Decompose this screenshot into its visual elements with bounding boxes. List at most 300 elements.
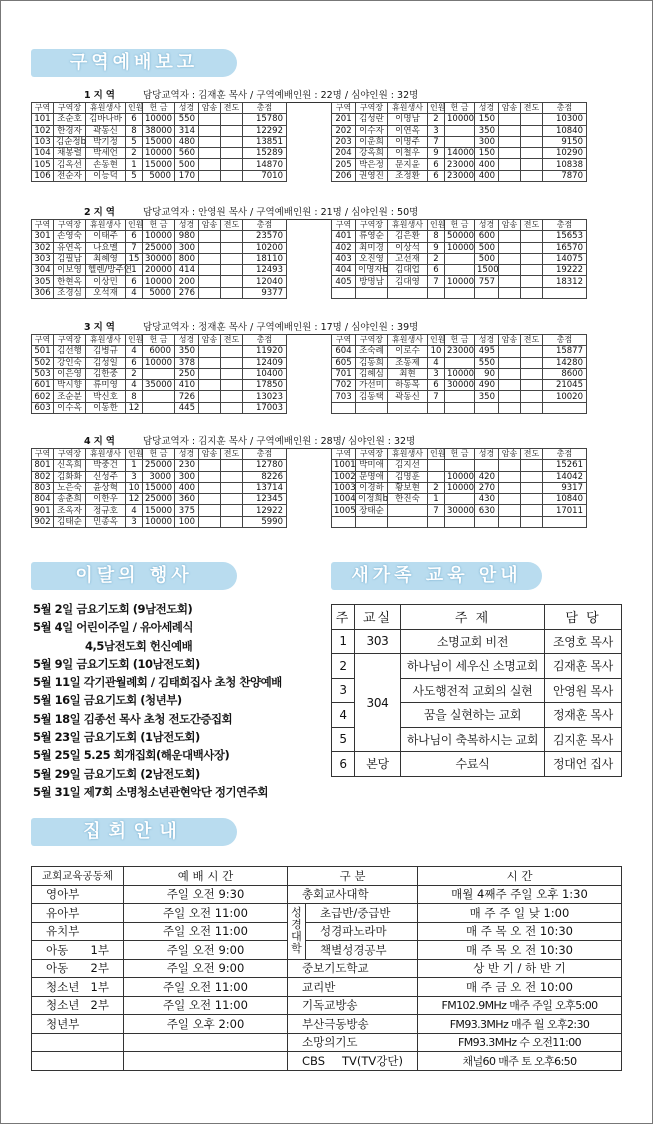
cell [445,357,475,368]
cell: 유치부 [32,922,124,941]
cell: 270 [475,482,499,493]
cell: 503 [32,368,54,379]
cell [499,265,521,276]
cell: 314 [175,125,199,136]
cell: 신옥희 [54,460,86,471]
cell: 전도 [521,449,543,460]
cell: 6 [428,265,445,276]
cell [521,357,543,368]
cell: 주일 오전 11:00 [124,922,288,941]
cell [499,242,521,253]
cell: 방명남 [356,276,388,287]
cell: 전도 [221,220,243,231]
cell [221,346,243,357]
cell: 301 [32,231,54,242]
table-row [32,516,287,527]
cell [199,380,221,391]
cell: 702 [332,380,356,391]
cell [124,1052,288,1071]
cell: 7010 [243,170,287,181]
cell: 7870 [543,170,587,181]
cell: 정대언 집사 [545,752,622,777]
cell: 이정희b [356,494,388,505]
cell: 980 [175,231,199,242]
cell: 수료식 [401,752,545,777]
cell [199,346,221,357]
cell: 201 [332,114,356,125]
cell: 401 [332,231,356,242]
cell: 6 [126,231,143,242]
table-row [332,159,587,170]
cell: 조경심 [54,287,86,298]
cell: FM102.9MHz 매주 주일 오후5:00 [418,996,622,1015]
section-header-meetings: 집회안내 [31,818,237,846]
cell: 김바나바 [86,114,126,125]
cell: 구역장 [356,103,388,114]
cell: 이한우 [86,494,126,505]
cell: 암송 [199,335,221,346]
header-row [332,335,587,346]
cell: 구 분 [288,867,418,886]
cell: 전도 [521,335,543,346]
cell [499,482,521,493]
cell [221,471,243,482]
table-row [32,505,287,516]
table-row [332,629,622,654]
cell: 김혜심 [356,368,388,379]
table-row [332,471,587,482]
cell [499,114,521,125]
cell [475,287,499,298]
cell: 구역장 [356,335,388,346]
cell: 김순정b [54,136,86,147]
table-row [332,265,587,276]
cell [199,276,221,287]
cell: 12922 [243,505,287,516]
cell [199,231,221,242]
cell: 404 [332,265,356,276]
cell: 305 [32,276,54,287]
cell [521,242,543,253]
cell: 3 [332,678,355,703]
cell: 12040 [243,276,287,287]
cell: 구역장 [356,449,388,460]
cell [388,287,428,298]
region-block [31,436,622,546]
header-row [32,867,622,886]
cell [428,287,445,298]
cell: 901 [32,505,54,516]
cell: 헌 금 [445,449,475,460]
cell: 602 [32,391,54,402]
cell: 전도 [221,449,243,460]
cell [445,265,475,276]
table-row [332,357,587,368]
cell: 25000 [143,460,175,471]
cell: 이연옥 [388,125,428,136]
cell: 부산극동방송 [288,1015,418,1034]
cell: 최미경 [356,242,388,253]
cell [388,505,428,516]
cell [445,253,475,264]
cell: 주일 오전 9:00 [124,959,288,978]
cell: 5000 [143,170,175,181]
cell: 5 [126,136,143,147]
cell: 18110 [243,253,287,264]
cell: 7 [126,242,143,253]
cell: 500 [475,242,499,253]
cell: 15000 [143,505,175,516]
table-row [32,904,622,923]
cell: 김지훈 목사 [545,727,622,752]
cell: 150 [475,148,499,159]
cell: 송춘희 [54,494,86,505]
cell [221,242,243,253]
cell: 101 [32,114,54,125]
cell [499,471,521,482]
cell [221,516,243,527]
cell: 책별성경공부 [306,941,418,960]
table-row [32,114,287,125]
cell: 구역 [332,220,356,231]
cell: 13851 [243,136,287,147]
cell: 김옥선 [54,159,86,170]
cell: 15877 [543,346,587,357]
cell: 암송 [199,220,221,231]
cell: 휴원생사 [388,335,428,346]
cell: 15653 [543,231,587,242]
cell: 3 [428,368,445,379]
region-name: 4지역 [84,436,118,447]
region-title-row [31,322,622,334]
cell: 800 [175,253,199,264]
cell: 9150 [543,136,587,147]
cell [143,368,175,379]
cell [221,148,243,159]
table-row [32,391,287,402]
cell [445,391,475,402]
cell: 276 [175,287,199,298]
region-table-right [331,219,587,299]
cell: 교실 [355,605,401,630]
cell: 205 [332,159,356,170]
cell: 3 [428,125,445,136]
cell: 7 [428,136,445,147]
cell [499,148,521,159]
region-name: 3지역 [84,322,118,333]
cell [445,287,475,298]
cell: 13714 [243,482,287,493]
cell: 375 [175,505,199,516]
cell [221,253,243,264]
cell [445,460,475,471]
table-row [32,265,287,276]
table-row [332,752,622,777]
header-row [332,103,587,114]
cell: 암송 [199,449,221,460]
cell: 총점 [543,449,587,460]
cell [124,1033,288,1052]
cell [499,253,521,264]
cell: 550 [175,114,199,125]
cell: 전도 [521,220,543,231]
region-block [31,207,622,317]
section-header-education: 새가족 교육 안내 [331,562,542,590]
cell [32,1052,124,1071]
cell: 구역 [32,449,54,460]
region-info: 담당교역자 : 김재훈 목사 / 구역예배인원 : 22명 / 심야인원 : 32명 [143,90,419,101]
header-row [332,449,587,460]
cell [499,346,521,357]
cell [499,460,521,471]
cell: 박신호 [86,391,126,402]
cell [521,276,543,287]
cell [521,471,543,482]
cell [499,391,521,402]
cell: 23000 [445,170,475,181]
cell: 500 [475,253,499,264]
cell [356,402,388,413]
cell: 303 [355,629,401,654]
cell: 매 주 목 오 전 10:30 [418,941,622,960]
cell [521,170,543,181]
cell: 703 [332,391,356,402]
event-item: 5월 9일 금요기도회 (10남전도회) [33,656,200,671]
cell [543,287,587,298]
cell: 10000 [143,231,175,242]
cell: 5 [126,170,143,181]
cell: 김대업 [388,265,428,276]
header-row [32,335,287,346]
cell: 1 [126,265,143,276]
cell: 한경자 [54,125,86,136]
region-table-left [31,219,287,299]
cell: 100 [175,516,199,527]
cell: 총점 [243,220,287,231]
cell: FM93.3MHz 수 오전11:00 [418,1033,622,1052]
cell: 정재훈 목사 [545,703,622,728]
cell: 230 [175,460,199,471]
cell: 10000 [445,368,475,379]
table-row [32,125,287,136]
cell: 3 [126,516,143,527]
table-row [32,1052,622,1071]
cell: 한진숙 [388,494,428,505]
cell: 4 [126,346,143,357]
table-row [32,482,287,493]
cell [199,505,221,516]
cell [521,136,543,147]
table-row [32,170,287,181]
cell [445,136,475,147]
cell: 매월 4째주 주일 오후 1:30 [418,885,622,904]
cell: 12493 [243,265,287,276]
cell: 나요멜 [86,242,126,253]
cell [388,516,428,527]
cell: 구역 [332,449,356,460]
event-item: 5월 23일 금요기도회 (1남전도회) [33,730,200,745]
cell: 상 반 기 / 하 반 기 [418,959,622,978]
cell: 5 [332,727,355,752]
region-info: 담당교역자 : 정재훈 목사 / 구역예배인원 : 17명 / 심야인원 : 39명 [143,322,419,333]
cell: 19222 [543,265,587,276]
cell: 15 [126,253,143,264]
cell: 350 [175,346,199,357]
cell [199,391,221,402]
cell: 490 [475,380,499,391]
cell: 조옥자 [54,505,86,516]
cell [199,136,221,147]
cell: 가선미 [356,380,388,391]
cell: 노은숙 [54,482,86,493]
cell: 강옥희 [356,148,388,159]
header-row [332,220,587,231]
cell: 박미애 [356,460,388,471]
cell: 이명남 [388,114,428,125]
cell: 소명교회 비전 [401,629,545,654]
cell: 이수자 [356,125,388,136]
cell [199,148,221,159]
cell: 하나님이 세우신 소명교회 [401,654,545,679]
table-row [332,516,587,527]
cell: 성경 [475,335,499,346]
cell: 총점 [543,103,587,114]
cell: 류영순 [356,231,388,242]
cell: 5990 [243,516,287,527]
cell: 암송 [499,220,521,231]
cell: 2 [428,114,445,125]
cell [499,516,521,527]
cell: 구역장 [54,103,86,114]
cell [499,159,521,170]
event-item: 4,5남전도회 헌신예배 [85,638,193,653]
cell [428,516,445,527]
header-row [332,605,622,630]
cell [199,460,221,471]
cell: 김태순 [54,516,86,527]
cell [521,287,543,298]
table-row [332,136,587,147]
cell: 10020 [543,391,587,402]
cell [521,148,543,159]
cell: 소망의기도 [288,1033,418,1052]
table-row [32,253,287,264]
cell: 주일 오전 11:00 [124,996,288,1015]
cell [221,402,243,413]
cell [521,231,543,242]
cell: 이동한 [86,402,126,413]
cell: 6 [126,276,143,287]
cell: 6000 [143,346,175,357]
cell [521,516,543,527]
cell: 구역장 [356,220,388,231]
cell [475,460,499,471]
cell: 최현 [388,368,428,379]
table-row [32,159,287,170]
cell: 주일 오전 11:00 [124,978,288,997]
cell: 김병규 [86,346,126,357]
cell: 교회교육공동체 [32,867,124,886]
cell: 사도행전적 교회의 실현 [401,678,545,703]
table-row [332,494,587,505]
cell: 암송 [499,449,521,460]
cell: 103 [32,136,54,147]
region-table-left [31,102,287,182]
table-row [332,482,587,493]
cell: 황보현 [388,482,428,493]
cell: 이로수 [388,346,428,357]
table-row [332,114,587,125]
cell: 1002 [332,471,356,482]
cell [221,391,243,402]
cell: 성경 [475,103,499,114]
region-info: 담당교역자 : 안영원 목사 / 구역예배인원 : 21명 / 심야인원 : 50명 [143,207,419,218]
cell: 4 [126,380,143,391]
cell: 구역 [32,335,54,346]
cell: 민종옥 [86,516,126,527]
cell: 시 간 [418,867,622,886]
table-row [32,380,287,391]
cell: CBS TV(TV강단) [288,1052,418,1071]
cell: 23570 [243,231,287,242]
cell: 김명훈 [388,471,428,482]
cell [499,136,521,147]
cell: 804 [32,494,54,505]
cell: 권영진 [356,170,388,181]
cell: 신성주 [86,471,126,482]
cell: 전도 [521,103,543,114]
cell: 600 [475,231,499,242]
cell: 휴원생사 [86,335,126,346]
cell: 102 [32,125,54,136]
cell: 603 [32,402,54,413]
cell: 정규호 [86,505,126,516]
cell: 최혜영 [86,253,126,264]
cell: 23000 [445,159,475,170]
table-row [32,922,622,941]
cell: 조숙례 [356,346,388,357]
cell: 9317 [543,482,587,493]
cell: 성경파노라마 [306,922,418,941]
cell: 인원 [126,449,143,460]
cell: 10 [126,482,143,493]
cell: 조정환 [388,170,428,181]
table-row [32,287,287,298]
cell [221,265,243,276]
cell: 휴원생사 [388,220,428,231]
cell: 14042 [543,471,587,482]
cell: 400 [175,482,199,493]
table-row [332,654,622,679]
cell [499,170,521,181]
cell: 9377 [243,287,287,298]
cell: 인원 [428,220,445,231]
cell [445,516,475,527]
cell: 10840 [543,125,587,136]
cell: 10000 [445,471,475,482]
cell: 1 [332,629,355,654]
cell: 9 [428,242,445,253]
cell [445,125,475,136]
cell: 10 [428,346,445,357]
cell: 12 [126,494,143,505]
cell: 암송 [499,103,521,114]
cell: 7 [428,505,445,516]
cell: 12409 [243,357,287,368]
table-row [332,148,587,159]
cell: 휴원생사 [86,449,126,460]
cell: 박중건 [86,460,126,471]
